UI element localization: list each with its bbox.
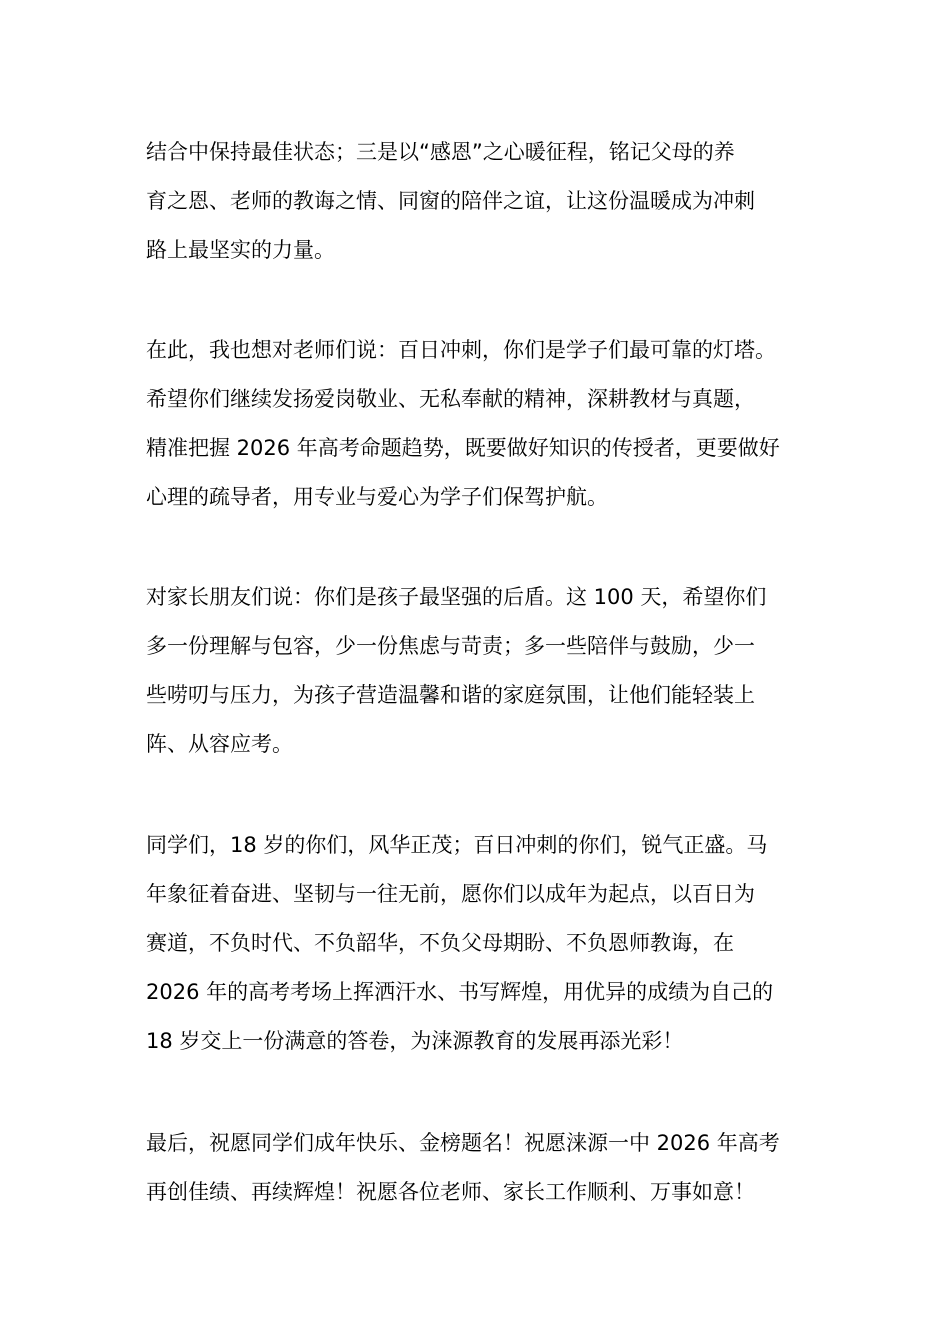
text-line: 些唠叨与压力，为孩子营造温馨和谐的家庭氛围，让他们能轻装上 <box>146 683 755 707</box>
text-line: 最后，祝愿同学们成年快乐、金榜题名！祝愿涞源一中 2026 年高考 <box>146 1131 780 1155</box>
paragraph-closing-wishes <box>146 1128 816 1208</box>
text-line: 18 岁交上一份满意的答卷，为涞源教育的发展再添光彩！ <box>146 1029 684 1053</box>
text-line: 心理的疏导者，用专业与爱心为学子们保驾护航。 <box>146 485 608 509</box>
text-line: 在此，我也想对老师们说：百日冲刺，你们是学子们最可靠的灯塔。 <box>146 338 776 362</box>
text-line: 年象征着奋进、坚韧与一往无前，愿你们以成年为起点，以百日为 <box>146 882 755 906</box>
paragraph-parents <box>146 582 816 762</box>
text-line: 育之恩、老师的教诲之情、同窗的陪伴之谊，让这份温暖成为冲刺 <box>146 189 755 213</box>
paragraph-gratitude <box>146 137 816 267</box>
text-line: 希望你们继续发扬爱岗敬业、无私奉献的精神，深耕教材与真题， <box>146 387 755 411</box>
text-line: 赛道，不负时代、不负韶华，不负父母期盼、不负恩师教诲，在 <box>146 931 734 955</box>
text-line: 结合中保持最佳状态；三是以“感恩”之心暖征程，铭记父母的养 <box>146 140 735 164</box>
text-line: 阵、从容应考。 <box>146 732 293 756</box>
text-line: 路上最坚实的力量。 <box>146 238 335 262</box>
text-line: 再创佳绩、再续辉煌！祝愿各位老师、家长工作顺利、万事如意！ <box>146 1180 755 1204</box>
text-line: 多一份理解与包容，少一份焦虑与苛责；多一些陪伴与鼓励，少一 <box>146 634 755 658</box>
text-line: 对家长朋友们说：你们是孩子最坚强的后盾。这 100 天，希望你们 <box>146 585 767 609</box>
text-line: 2026 年的高考考场上挥洒汗水、书写辉煌，用优异的成绩为自己的 <box>146 980 774 1004</box>
text-line: 同学们，18 岁的你们，风华正茂；百日冲刺的你们，锐气正盛。马 <box>146 833 768 857</box>
text-line: 精准把握 2026 年高考命题趋势，既要做好知识的传授者，更要做好 <box>146 436 780 460</box>
paragraph-students <box>146 830 816 1060</box>
paragraph-teachers <box>146 335 816 515</box>
